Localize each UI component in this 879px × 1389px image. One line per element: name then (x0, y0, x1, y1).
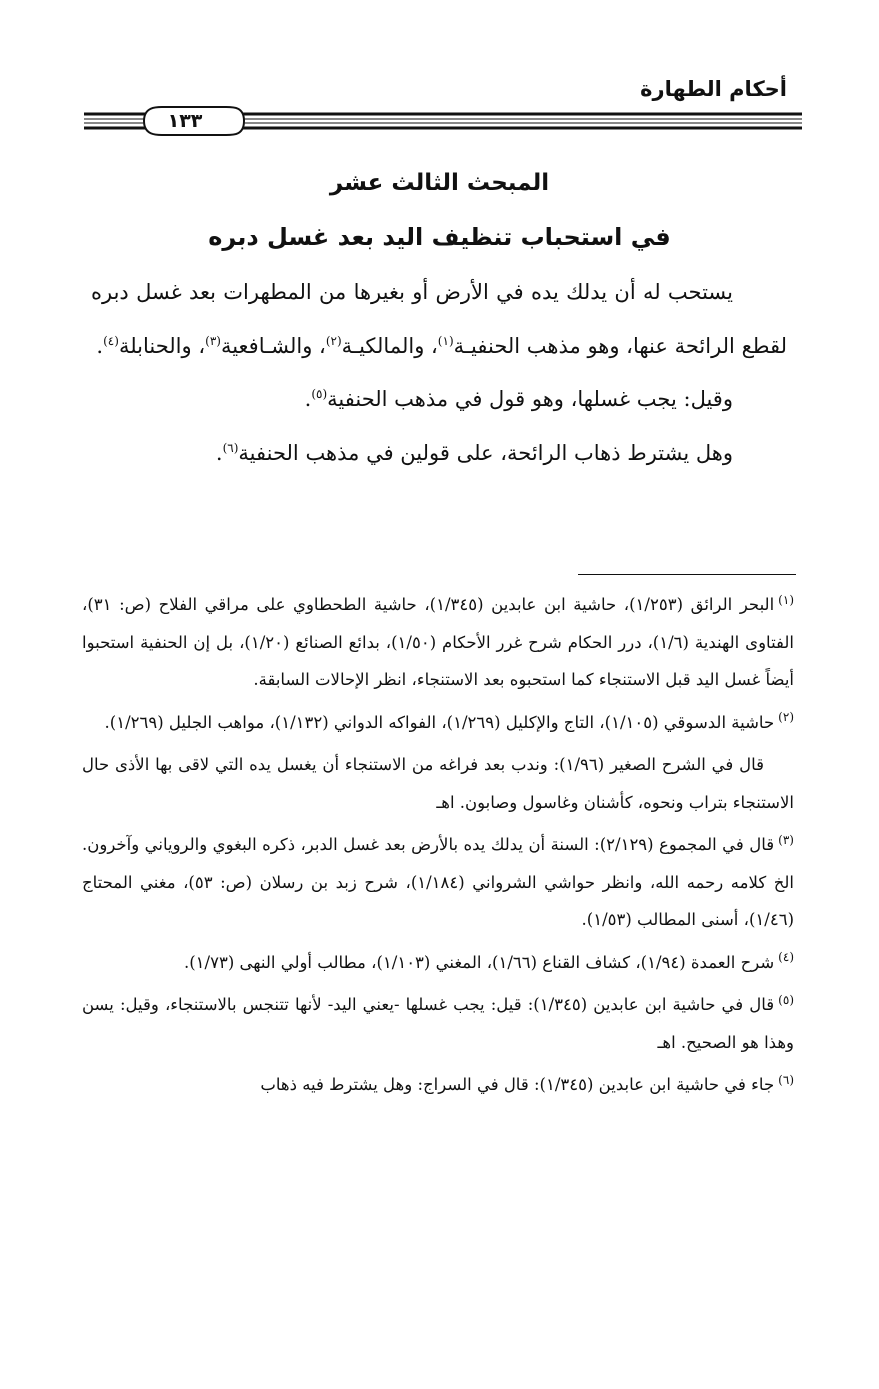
text-run: . (304, 387, 312, 411)
section-subtitle: في استحباب تنظيف اليد بعد غسل دبره (208, 223, 671, 251)
footnote-mark: (٣) (778, 832, 794, 847)
footnote-mark: (٥) (778, 992, 794, 1007)
footnote-ref[interactable]: (٢) (325, 333, 342, 348)
paragraph (91, 266, 787, 373)
footnote-text: قال في الشرح الصغير (١/٩٦): وندب بعد فراغه من الاستنجاء أن يغسل يده التي لاقى بها الأذى حال الاستنجاء بتراب ونحوه، كأشنان وغاسول وصابون. اهـ (82, 755, 794, 812)
section-title: المبحث الثالث عشر (329, 170, 550, 196)
footnote-mark: (١) (778, 592, 794, 607)
footnote-separator (578, 574, 796, 575)
footnote (82, 1066, 794, 1104)
footnote-continuation (82, 746, 794, 821)
running-title: أحكام الطهارة (640, 77, 787, 101)
footnote-ref[interactable]: (٣) (205, 333, 221, 348)
paragraph (91, 373, 787, 427)
page-number: ١٣٣ (167, 110, 203, 132)
body-text (91, 266, 787, 480)
text-run: وهل يشترط ذهاب الرائحة، على قولين في مذهب الحنفية (238, 440, 733, 465)
paragraph (91, 427, 787, 481)
footnote-mark: (٤) (778, 950, 794, 964)
text-run: ، والحنابلة (118, 333, 206, 358)
footnote-ref[interactable]: (٦) (222, 440, 239, 455)
footnote (82, 944, 794, 982)
footnote-mark: (٦) (778, 1072, 794, 1087)
footnote-text: قال في المجموع (٢/١٢٩): السنة أن يدلك يده بالأرض بعد غسل الدبر، ذكره البغوي والروياني وآخرون. الخ كلامه رحمه الله، وانظر حواشي الشرواني (١/١٨٤)، شرح زبد بن رسلان (ص: ٥٣)، مغني المحتاج (١/٤٦)، أسنى المطالب (١/٥٣). (82, 835, 794, 929)
footnote-ref[interactable]: (١) (437, 333, 454, 348)
footnote (82, 704, 794, 742)
text-run: يستحب له أن يدلك يده في الأرض أو بغيرها من المطهرات بعد غسل دبره لقطع الرائحة عنها، وهو مذهب الحنفيـة (91, 280, 787, 358)
footnotes (82, 586, 794, 1104)
footnote-text: قال في حاشية ابن عابدين (١/٣٤٥): قيل: يجب غسلها -يعني اليد- لأنها تتنجس بالاستنجاء، وقيل: يسن وهذا هو الصحيح. اهـ (82, 995, 794, 1052)
text-run: . (215, 440, 223, 465)
footnote-text: جاء في حاشية ابن عابدين (١/٣٤٥): قال في السراج: وهل يشترط فيه ذهاب (260, 1075, 775, 1094)
text-run: ، والمالكيـة (341, 333, 438, 358)
footnote-ref[interactable]: (٤) (103, 333, 119, 348)
text-run: ، والشـافعية (220, 333, 326, 358)
footnote (82, 986, 794, 1061)
footnote-ref[interactable]: (٥) (311, 387, 328, 401)
footnote-mark: (٢) (778, 710, 794, 724)
footnote-text: شرح العمدة (١/٩٤)، كشاف القناع (١/٦٦)، المغني (١/١٠٣)، مطالب أولي النهى (١/٧٣). (183, 952, 775, 972)
footnote-text: البحر الرائق (١/٢٥٣)، حاشية ابن عابدين (١/٣٤٥)، حاشية الطحطاوي على مراقي الفلاح (ص: ٣١)، الفتاوى الهندية (١/٦)، درر الحكام شرح غرر الأحكام (١/٥٠)، بدائع الصنائع (١/٢٠)، بل إن الحنفية استحبوا أيضاً غسل اليد قبل الاستنجاء كما استحبوه بعد الاستنجاء، انظر الإحالات السابقة. (82, 595, 795, 689)
footnote (82, 586, 794, 699)
footnote-text: حاشية الدسوقي (١/١٠٥)، التاج والإكليل (١/٢٦٩)، الفواكه الدواني (١/١٣٢)، مواهب الجليل (١/٢٦٩). (104, 712, 775, 732)
footnote (82, 826, 794, 939)
text-run: . (96, 333, 104, 358)
text-run: وقيل: يجب غسلها، وهو قول في مذهب الحنفية (327, 387, 733, 411)
